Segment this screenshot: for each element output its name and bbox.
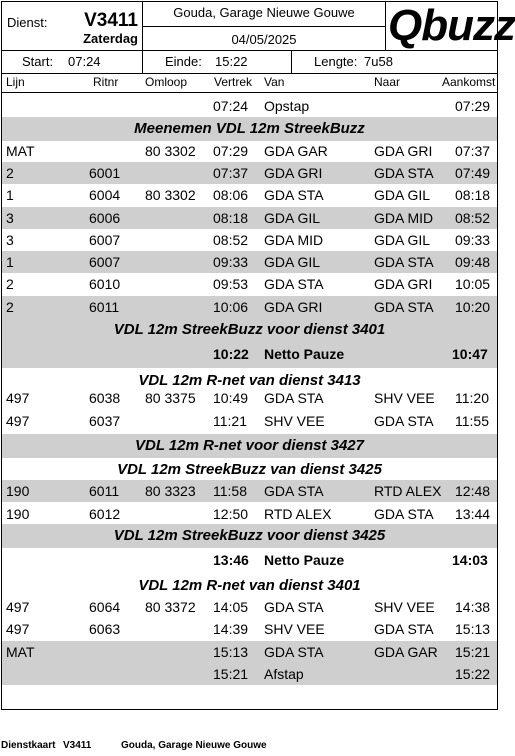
lijn-cell: 2 xyxy=(6,299,14,315)
aankomst-cell: 07:29 xyxy=(455,98,491,114)
van-cell: GDA GIL xyxy=(264,254,321,270)
van-cell: GDA GAR xyxy=(264,143,328,159)
col-vertrek: Vertrek xyxy=(214,75,253,89)
aankomst-cell: 08:52 xyxy=(455,210,491,226)
van-cell: GDA GRI xyxy=(264,165,323,181)
trip-row xyxy=(2,95,497,117)
lijn-cell: 190 xyxy=(6,506,30,522)
header xyxy=(2,1,515,51)
vertrek-cell: 14:39 xyxy=(213,621,249,637)
ritnr-cell: 6007 xyxy=(89,232,121,248)
vertrek-cell: 11:21 xyxy=(213,413,247,429)
vertrek-cell: 10:49 xyxy=(213,390,249,406)
dienst-label: Dienst: xyxy=(7,15,48,30)
naar-cell: GDA STA xyxy=(374,254,434,270)
vertrek-cell: 10:06 xyxy=(213,299,249,315)
van-cell: GDA MID xyxy=(264,232,324,248)
van-cell: Netto Pauze xyxy=(264,346,345,362)
trip-row xyxy=(2,184,497,206)
trip-row xyxy=(2,387,497,409)
vertrek-cell: 15:21 xyxy=(213,666,249,682)
van-cell: GDA STA xyxy=(264,276,324,292)
naar-cell: GDA STA xyxy=(374,413,434,429)
section-heading: VDL 12m R-net van dienst 3413 xyxy=(138,372,361,389)
naar-cell: GDA GAR xyxy=(374,644,438,660)
van-cell: GDA STA xyxy=(264,644,324,660)
ritnr-cell: 6037 xyxy=(89,413,121,429)
vertrek-cell: 11:58 xyxy=(213,483,247,499)
vertrek-cell: 07:24 xyxy=(213,98,249,114)
trip-row xyxy=(2,663,497,685)
lijn-cell: 2 xyxy=(6,165,14,181)
aankomst-cell: 11:20 xyxy=(455,390,489,406)
omloop-cell: 80 3302 xyxy=(145,143,196,159)
section-heading: VDL 12m StreekBuzz van dienst 3425 xyxy=(117,461,382,478)
vertrek-cell: 08:52 xyxy=(213,232,249,248)
ritnr-cell: 6007 xyxy=(89,254,121,270)
trip-row xyxy=(2,140,497,162)
aankomst-cell: 08:18 xyxy=(455,187,491,203)
col-lijn: Lijn xyxy=(6,75,25,89)
aankomst-cell: 14:03 xyxy=(452,552,488,568)
naar-cell: GDA GIL xyxy=(374,187,431,203)
trip-row xyxy=(2,229,497,251)
omloop-cell: 80 3375 xyxy=(145,390,196,406)
vertrek-cell: 09:33 xyxy=(213,254,249,270)
footer-label: Dienstkaart xyxy=(1,740,56,751)
naar-cell: GDA GRI xyxy=(374,276,433,292)
trip-row xyxy=(2,503,497,525)
aankomst-cell: 07:37 xyxy=(455,143,491,159)
ritnr-cell: 6038 xyxy=(89,390,121,406)
lijn-cell: MAT xyxy=(6,644,35,660)
section-heading: VDL 12m StreekBuzz voor dienst 3401 xyxy=(2,318,497,342)
van-cell: Netto Pauze xyxy=(264,552,345,568)
start-time: 07:24 xyxy=(68,54,101,69)
van-cell: GDA STA xyxy=(264,599,324,615)
naar-cell: SHV VEE xyxy=(374,599,435,615)
naar-cell: GDA MID xyxy=(374,210,434,226)
aankomst-cell: 13:44 xyxy=(455,506,491,522)
van-cell: Afstap xyxy=(264,666,304,682)
aankomst-cell: 12:48 xyxy=(455,483,491,499)
ritnr-cell: 6064 xyxy=(89,599,121,615)
trip-row xyxy=(2,618,497,640)
aankomst-cell: 10:20 xyxy=(455,299,491,315)
naar-cell: GDA STA xyxy=(374,299,434,315)
lijn-cell: 1 xyxy=(6,187,14,203)
aankomst-cell: 07:49 xyxy=(455,165,491,181)
van-cell: GDA STA xyxy=(264,483,324,499)
naar-cell: GDA GIL xyxy=(374,232,431,248)
col-omloop: Omloop xyxy=(145,75,188,89)
length-label: Lengte: xyxy=(314,54,358,69)
lijn-cell: 190 xyxy=(6,483,30,499)
footer-dienst: V3411 xyxy=(63,740,92,751)
end-label: Einde: xyxy=(165,54,202,69)
dienstkaart xyxy=(1,1,515,710)
naar-cell: GDA STA xyxy=(374,165,434,181)
trip-row xyxy=(2,251,497,273)
naar-cell: GDA GRI xyxy=(374,143,433,159)
ritnr-cell: 6012 xyxy=(89,506,121,522)
lijn-cell: 2 xyxy=(6,276,14,292)
vertrek-cell: 08:06 xyxy=(213,187,249,203)
lijn-cell: 497 xyxy=(6,390,30,406)
section-heading: VDL 12m R-net van dienst 3401 xyxy=(138,577,361,594)
length-cell xyxy=(292,51,497,73)
trip-row xyxy=(2,162,497,184)
lijn-cell: 1 xyxy=(6,254,14,270)
section-heading: Meenemen VDL 12m StreekBuzz xyxy=(2,117,497,141)
aankomst-cell: 15:22 xyxy=(455,666,491,682)
dienst-cell xyxy=(2,2,143,50)
end-cell xyxy=(143,51,292,73)
column-header xyxy=(2,74,497,93)
lijn-cell: 497 xyxy=(6,413,30,429)
ritnr-cell: 6063 xyxy=(89,621,121,637)
ritnr-cell: 6010 xyxy=(89,276,121,292)
van-cell: GDA STA xyxy=(264,390,324,406)
aankomst-cell: 15:13 xyxy=(455,621,491,637)
van-cell: SHV VEE xyxy=(264,413,325,429)
lijn-cell: 497 xyxy=(6,599,30,615)
van-cell: RTD ALEX xyxy=(264,506,332,522)
col-ritnr: Ritnr xyxy=(93,75,119,89)
start-label: Start: xyxy=(22,54,54,69)
van-cell: GDA GIL xyxy=(264,210,321,226)
ritnr-cell: 6006 xyxy=(89,210,121,226)
lijn-cell: 3 xyxy=(6,210,14,226)
col-aankomst: Aankomst xyxy=(442,75,496,89)
aankomst-cell: 09:48 xyxy=(455,254,491,270)
pause-row xyxy=(2,340,497,368)
length-value: 7u58 xyxy=(364,54,393,69)
ritnr-cell: 6001 xyxy=(89,165,121,181)
vertrek-cell: 12:50 xyxy=(213,506,249,522)
ritnr-cell: 6011 xyxy=(89,299,120,315)
col-van: Van xyxy=(264,75,285,89)
trip-row xyxy=(2,410,497,432)
vertrek-cell: 09:53 xyxy=(213,276,249,292)
footer-location: Gouda, Garage Nieuwe Gouwe xyxy=(121,740,267,751)
ritnr-cell: 6004 xyxy=(89,187,121,203)
vertrek-cell: 08:18 xyxy=(213,210,249,226)
aankomst-cell: 14:38 xyxy=(455,599,491,615)
vertrek-cell: 14:05 xyxy=(213,599,249,615)
day-label: Zaterdag xyxy=(83,31,138,46)
date: 04/05/2025 xyxy=(231,32,297,47)
naar-cell: RTD ALEX xyxy=(374,483,442,499)
end-time: 15:22 xyxy=(215,54,248,69)
ritnr-cell: 6011 xyxy=(89,483,120,499)
location: Gouda, Garage Nieuwe Gouwe xyxy=(143,2,385,27)
section-heading: VDL 12m R-net voor dienst 3427 xyxy=(2,434,497,458)
aankomst-cell: 09:33 xyxy=(455,232,491,248)
aankomst-cell: 10:47 xyxy=(452,346,488,362)
van-cell: SHV VEE xyxy=(264,621,325,637)
trip-row xyxy=(2,273,497,295)
vertrek-cell: 15:13 xyxy=(213,644,249,660)
time-summary xyxy=(2,51,497,74)
qbuzz-logo: Qbuzz xyxy=(388,1,515,50)
van-cell: GDA GRI xyxy=(264,299,323,315)
naar-cell: GDA STA xyxy=(374,621,434,637)
vertrek-cell: 10:22 xyxy=(213,346,249,362)
van-cell: GDA STA xyxy=(264,187,324,203)
trip-row xyxy=(2,641,497,663)
start-cell xyxy=(2,51,143,73)
dienst-number: V3411 xyxy=(84,10,138,31)
vertrek-cell: 07:37 xyxy=(213,165,249,181)
naar-cell: GDA STA xyxy=(374,506,434,522)
pause-row xyxy=(2,546,497,574)
lijn-cell: MAT xyxy=(6,143,35,159)
omloop-cell: 80 3372 xyxy=(145,599,196,615)
lijn-cell: 3 xyxy=(6,232,14,248)
aankomst-cell: 11:55 xyxy=(455,413,489,429)
vertrek-cell: 13:46 xyxy=(213,552,249,568)
trip-row xyxy=(2,207,497,229)
omloop-cell: 80 3323 xyxy=(145,483,196,499)
trip-row xyxy=(2,480,497,502)
trip-row xyxy=(2,296,497,318)
van-cell: Opstap xyxy=(264,98,310,114)
section-heading: VDL 12m StreekBuzz voor dienst 3425 xyxy=(2,524,497,548)
naar-cell: SHV VEE xyxy=(374,390,435,406)
vertrek-cell: 07:29 xyxy=(213,143,249,159)
aankomst-cell: 15:21 xyxy=(455,644,491,660)
omloop-cell: 80 3302 xyxy=(145,187,196,203)
aankomst-cell: 10:05 xyxy=(455,276,491,292)
col-naar: Naar xyxy=(374,75,401,89)
trip-row xyxy=(2,596,497,618)
lijn-cell: 497 xyxy=(6,621,30,637)
location-cell xyxy=(143,2,386,50)
